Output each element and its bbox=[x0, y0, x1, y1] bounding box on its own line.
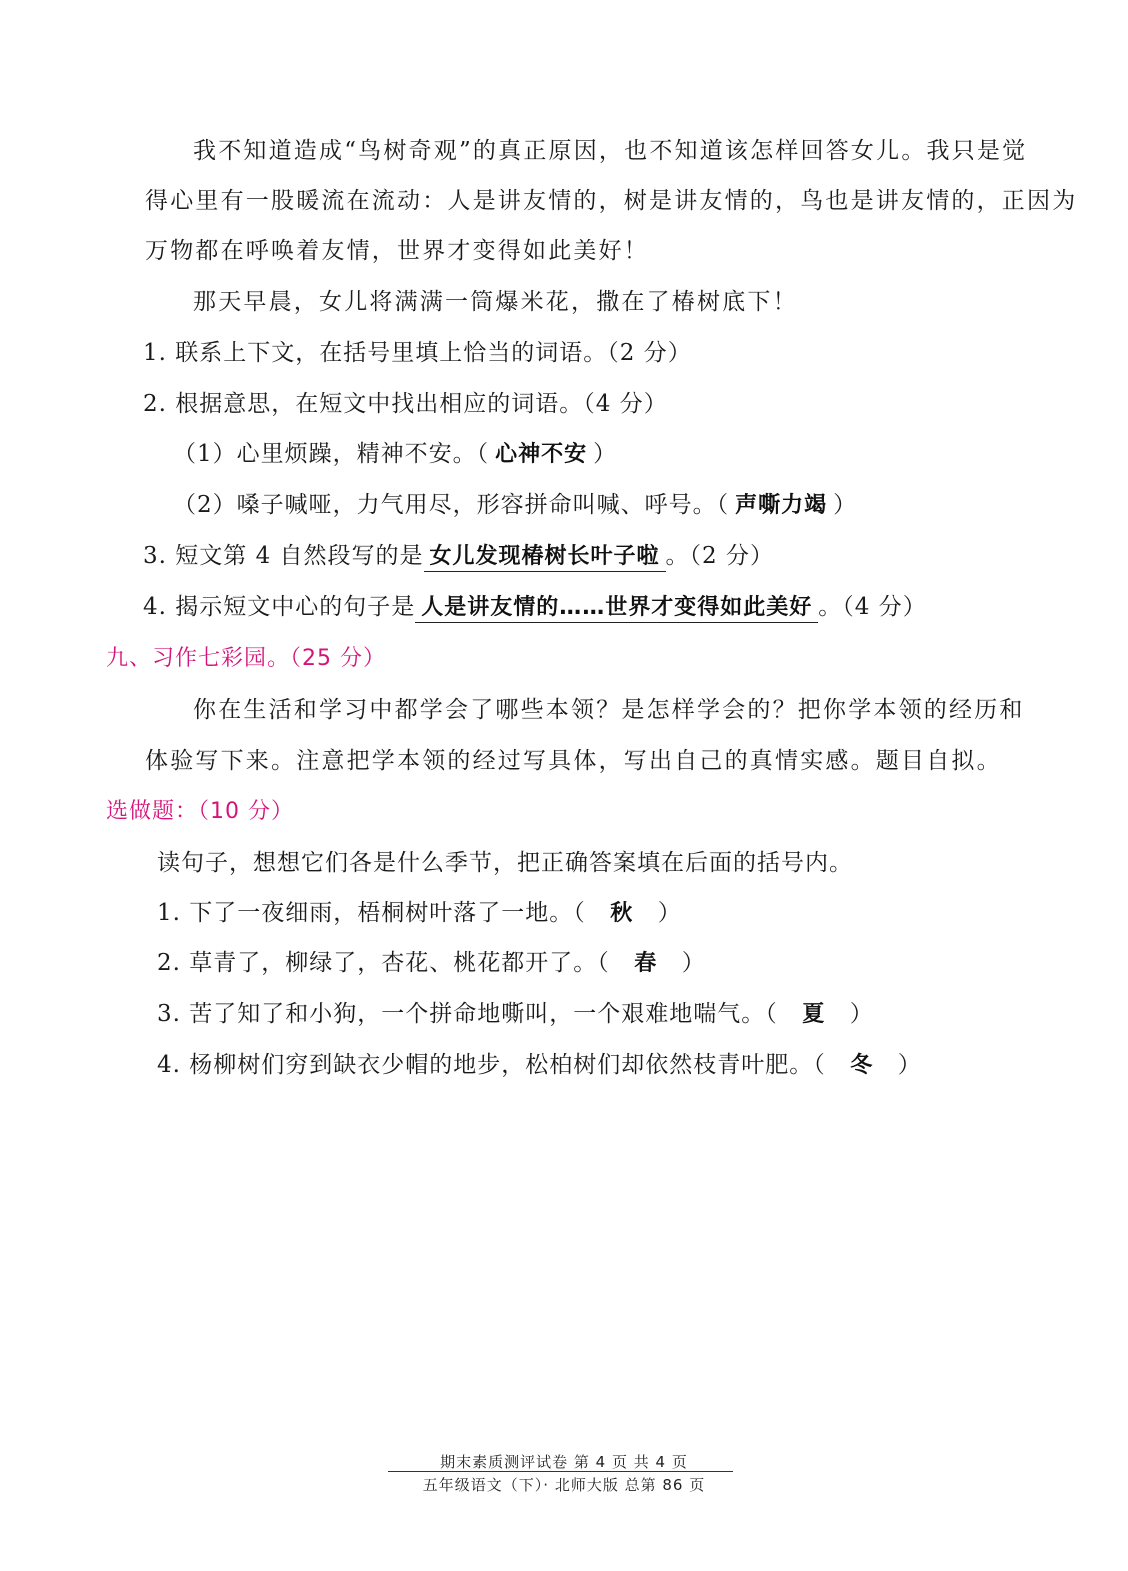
passage-line: 我不知道造成“鸟树奇观”的真正原因，也不知道该怎样回答女儿。我只是觉 bbox=[193, 138, 1028, 164]
section-heading: 九、习作七彩园。（25 分） bbox=[106, 646, 386, 671]
answer: 春 bbox=[634, 951, 658, 976]
item-text: 2. 草青了，柳绿了，杏花、桃花都开了。（ bbox=[157, 950, 610, 976]
question-text: （2）嗓子喊哑，力气用尽，形容拼命叫喊、呼号。（ bbox=[173, 492, 730, 518]
question-score: 。（2 分） bbox=[665, 543, 774, 569]
optional-instruction: 读句子，想想它们各是什么季节，把正确答案填在后面的括号内。 bbox=[157, 850, 853, 876]
item-text: 4. 杨柳树们穷到缺衣少帽的地步，松柏树们却依然枝青叶肥。（ bbox=[157, 1052, 826, 1078]
question-2-1 bbox=[173, 439, 617, 470]
answer: 秋 bbox=[610, 901, 634, 926]
passage-line: 得心里有一股暖流在流动：人是讲友情的，树是讲友情的，鸟也是讲友情的，正因为 bbox=[145, 188, 1078, 214]
paren-close: ） bbox=[681, 950, 706, 976]
paren-close: ） bbox=[849, 1001, 874, 1027]
passage-line: 那天早晨，女儿将满满一筒爆米花，撒在了椿树底下！ bbox=[193, 289, 798, 315]
answer-blank: 女儿发现椿树长叶子啦 bbox=[424, 543, 666, 572]
question-2-2 bbox=[173, 490, 857, 521]
question-text: 4. 揭示短文中心的句子是 bbox=[143, 594, 416, 620]
item-text: 1. 下了一夜细雨，梧桐树叶落了一地。（ bbox=[157, 900, 586, 926]
question-3 bbox=[143, 541, 774, 572]
question-4 bbox=[143, 592, 927, 623]
optional-item bbox=[157, 1050, 922, 1081]
answer-blank: 人是讲友情的……世界才变得如此美好 bbox=[415, 594, 818, 623]
question-text: 3. 短文第 4 自然段写的是 bbox=[143, 543, 424, 569]
question-text: （1）心里烦躁，精神不安。（ bbox=[173, 441, 490, 467]
answer: 冬 bbox=[850, 1053, 874, 1078]
question-score: 。（4 分） bbox=[818, 594, 927, 620]
paren-close: ） bbox=[897, 1052, 922, 1078]
question-2: 2. 根据意思，在短文中找出相应的词语。（4 分） bbox=[143, 391, 668, 417]
paren-close: ） bbox=[833, 492, 858, 518]
answer: 心神不安 bbox=[495, 442, 588, 467]
answer: 夏 bbox=[802, 1002, 826, 1027]
question-1: 1. 联系上下文，在括号里填上恰当的词语。（2 分） bbox=[143, 340, 692, 366]
writing-prompt-line: 你在生活和学习中都学会了哪些本领？是怎样学会的？把你学本领的经历和 bbox=[193, 697, 1025, 723]
item-text: 3. 苦了知了和小狗，一个拼命地嘶叫，一个艰难地喘气。（ bbox=[157, 1001, 778, 1027]
answer: 声嘶力竭 bbox=[735, 493, 828, 518]
optional-heading: 选做题：（10 分） bbox=[106, 799, 294, 824]
footer-page-info: 期末素质测评试卷 第 4 页 共 4 页 bbox=[440, 1453, 688, 1471]
writing-prompt-line: 体验写下来。注意把学本领的经过写具体，写出自己的真情实感。题目自拟。 bbox=[145, 748, 1002, 774]
optional-item bbox=[157, 898, 682, 929]
paren-close: ） bbox=[657, 900, 682, 926]
paren-close: ） bbox=[593, 441, 618, 467]
footer-divider bbox=[388, 1471, 733, 1472]
footer-edition-info: 五年级语文（下）· 北师大版 总第 86 页 bbox=[422, 1476, 706, 1494]
optional-item bbox=[157, 999, 874, 1030]
passage-line: 万物都在呼唤着友情，世界才变得如此美好！ bbox=[145, 238, 649, 264]
optional-item bbox=[157, 948, 706, 979]
